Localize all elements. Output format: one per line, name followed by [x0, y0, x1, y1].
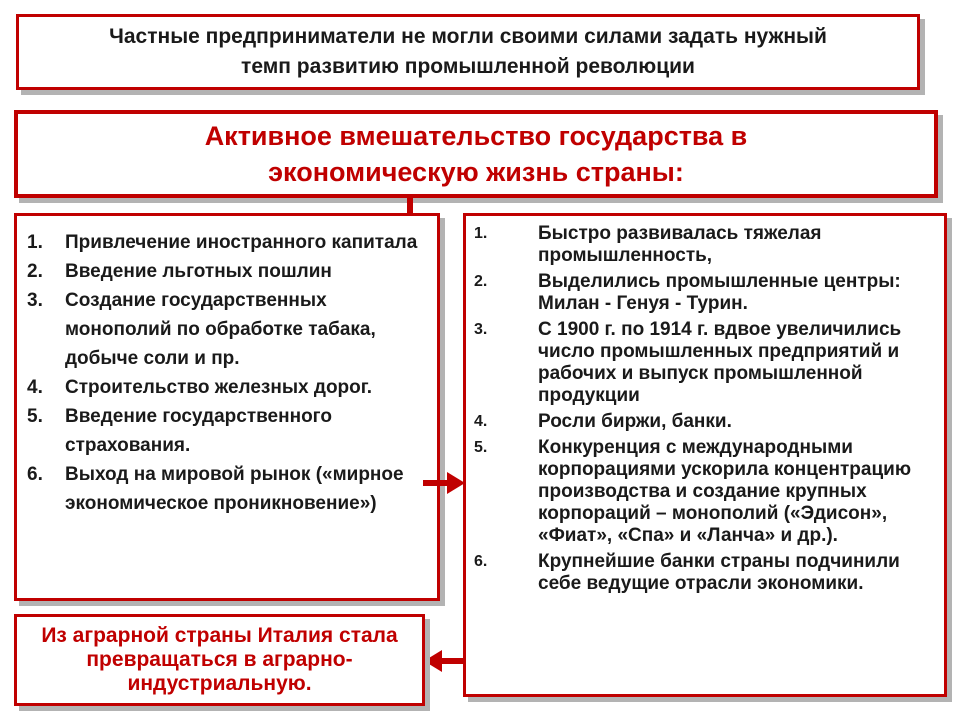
state-intervention-title: Активное вмешательство государства в экономическую жизнь страны:: [204, 121, 748, 187]
list-item: 6. Крупнейшие банки страны подчинили себе ведущие отрасли экономики.: [474, 551, 900, 594]
outcome-box: [14, 614, 425, 706]
list-item: 3. С 1900 г. по 1914 г. вдвое увеличились число промышленных предприятий и рабочих и выпуск промышленной продукции: [474, 319, 902, 406]
measures-list: [27, 228, 427, 518]
measures-box: [14, 213, 440, 601]
premise-text: Частные предприниматели не могли своими силами задать нужный темп развитию промышленной революции: [109, 25, 827, 78]
list-item: 5. Введение государственного страхования.: [27, 406, 332, 456]
outcome-text: Из аграрной страны Италия стала превращаться в аграрно-индустриальную.: [41, 624, 398, 695]
list-item: 2. Выделились промышленные центры: Милан - Генуя - Турин.: [474, 271, 901, 314]
list-item: 2. Введение льготных пошлин: [27, 261, 332, 282]
state-intervention-box: [14, 110, 938, 198]
results-box: [463, 213, 947, 697]
list-item: 5. Конкуренция с международными корпорациями ускорила концентрацию производства и создание крупных корпораций – монополий («Эдисон», «Фиат», «Спа» и «Ланча» и др.).: [474, 437, 912, 546]
premise-box: [16, 14, 920, 90]
list-item: 4. Строительство железных дорог.: [27, 377, 373, 398]
list-item: 1. Привлечение иностранного капитала: [27, 232, 418, 253]
list-item: 3. Создание государственных монополий по обработке табака, добыче соли и пр.: [27, 290, 376, 369]
list-item: 6. Выход на мировой рынок («мирное экономическое проникновение»): [27, 464, 404, 514]
arrow-left-icon: [424, 648, 466, 674]
list-item: 1. Быстро развивалась тяжелая промышленность,: [474, 223, 822, 266]
arrow-right-icon: [423, 470, 465, 496]
list-item: 4. Росли биржи, банки.: [474, 411, 732, 432]
results-list: [474, 223, 944, 599]
